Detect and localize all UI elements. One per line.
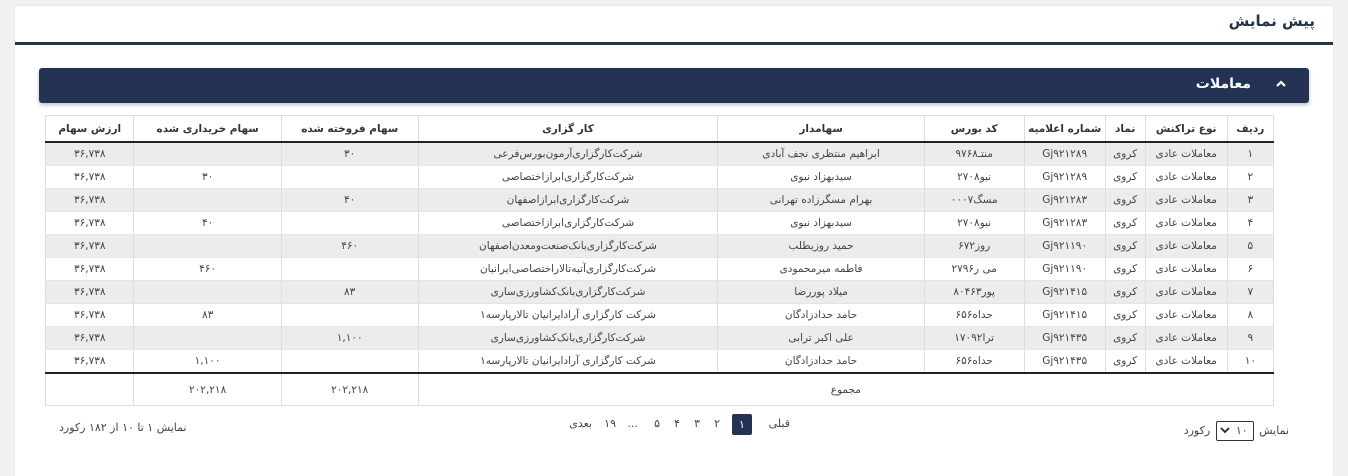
cell-share-value: ۳۶,۷۳۸ bbox=[46, 166, 134, 189]
cell-notice-number: Gj۹۲۱۲۸۳ bbox=[1024, 189, 1105, 212]
cell-row-number: ۴ bbox=[1227, 212, 1273, 235]
cell-shareholder: بهرام مسگرزاده تهرانی bbox=[718, 189, 924, 212]
cell-share-value: ۳۶,۷۳۸ bbox=[46, 350, 134, 374]
cell-shares-bought bbox=[134, 327, 281, 350]
pagination-previous[interactable]: قبلی bbox=[768, 417, 790, 430]
cell-share-value: ۳۶,۷۳۸ bbox=[46, 258, 134, 281]
cell-symbol: کروی bbox=[1105, 327, 1145, 350]
cell-transaction-type: معاملات عادی bbox=[1145, 327, 1227, 350]
cell-shareholder: سیدبهزاد نبوی bbox=[718, 212, 924, 235]
cell-transaction-type: معاملات عادی bbox=[1145, 189, 1227, 212]
cell-exchange-code: حداه۶۵۶ bbox=[924, 350, 1024, 374]
cell-shares-bought bbox=[134, 142, 281, 166]
page-button-active[interactable]: ۱ bbox=[732, 414, 752, 435]
column-header-shares-bought[interactable]: سهام خریداری شده bbox=[134, 116, 281, 143]
cell-brokerage: شرکت‌کارگزاری‌بانک‌صنعت‌ومعدن‌اصفهان bbox=[418, 235, 718, 258]
cell-brokerage: شرکت کارگزاری آرادایرانیان تالارپارسه۱ bbox=[418, 350, 718, 374]
column-header-symbol[interactable]: نماد bbox=[1105, 116, 1145, 143]
cell-symbol: کروی bbox=[1105, 166, 1145, 189]
cell-symbol: کروی bbox=[1105, 212, 1145, 235]
cell-row-number: ۱ bbox=[1227, 142, 1273, 166]
cell-shares-bought: ۸۳ bbox=[134, 304, 281, 327]
cell-brokerage: شرکت کارگزاری آرادایرانیان تالارپارسه۱ bbox=[418, 304, 718, 327]
cell-shares-sold: ۸۳ bbox=[281, 281, 418, 304]
cell-row-number: ۲ bbox=[1227, 166, 1273, 189]
cell-transaction-type: معاملات عادی bbox=[1145, 142, 1227, 166]
table-footer-row bbox=[46, 373, 1274, 406]
cell-transaction-type: معاملات عادی bbox=[1145, 212, 1227, 235]
cell-brokerage: شرکت‌کارگزاری‌ابراز‌اختصاصی bbox=[418, 212, 718, 235]
cell-notice-number: Gj۹۲۱۱۹۰ bbox=[1024, 235, 1105, 258]
pagination-ellipsis: ... bbox=[627, 417, 638, 430]
table-row[interactable] bbox=[46, 235, 1274, 258]
cell-symbol: کروی bbox=[1105, 350, 1145, 374]
table-row[interactable] bbox=[46, 212, 1274, 235]
cell-shareholder: حمید روزیطلب bbox=[718, 235, 924, 258]
cell-brokerage: شرکت‌کارگزاری‌بانک‌کشاورزی‌ساری bbox=[418, 281, 718, 304]
length-label-after: رکورد bbox=[1183, 424, 1211, 437]
transactions-section-header[interactable] bbox=[39, 68, 1309, 103]
transactions-table bbox=[45, 115, 1274, 406]
column-header-exchange-code[interactable]: کد بورس bbox=[924, 116, 1024, 143]
footer-label: مجموع bbox=[418, 373, 1273, 406]
cell-shares-bought: ۴۰ bbox=[134, 212, 281, 235]
card-header bbox=[15, 6, 1333, 45]
cell-shareholder: میلاد پوررضا bbox=[718, 281, 924, 304]
page-button[interactable]: ۴ bbox=[674, 417, 680, 430]
table-row[interactable] bbox=[46, 327, 1274, 350]
cell-row-number: ۸ bbox=[1227, 304, 1273, 327]
page-button[interactable]: ۲ bbox=[714, 417, 720, 430]
cell-notice-number: Gj۹۲۱۴۱۵ bbox=[1024, 281, 1105, 304]
cell-brokerage: شرکت‌کارگزاری‌ابراز‌اختصاصی bbox=[418, 166, 718, 189]
cell-exchange-code: روز۶۷۲ bbox=[924, 235, 1024, 258]
cell-notice-number: Gj۹۲۱۲۸۳ bbox=[1024, 212, 1105, 235]
cell-shares-bought: ۳۰ bbox=[134, 166, 281, 189]
cell-shareholder: سیدبهزاد نبوی bbox=[718, 166, 924, 189]
sold-total: ۲۰۲,۲۱۸ bbox=[281, 373, 418, 406]
chevron-up-icon[interactable] bbox=[1275, 78, 1287, 90]
cell-exchange-code: منتـ۹۷۶۸ bbox=[924, 142, 1024, 166]
table-header-row bbox=[46, 116, 1274, 143]
cell-exchange-code: می ر۲۷۹۶ bbox=[924, 258, 1024, 281]
page-length-value: ۱۰ bbox=[1235, 424, 1248, 437]
cell-brokerage: شرکت‌کارگزاری‌بانک‌کشاورزی‌ساری bbox=[418, 327, 718, 350]
cell-shares-bought bbox=[134, 281, 281, 304]
table-row[interactable] bbox=[46, 304, 1274, 327]
cell-symbol: کروی bbox=[1105, 189, 1145, 212]
cell-share-value: ۳۶,۷۳۸ bbox=[46, 235, 134, 258]
cell-symbol: کروی bbox=[1105, 235, 1145, 258]
page-button[interactable]: ۵ bbox=[654, 417, 660, 430]
cell-notice-number: Gj۹۲۱۲۸۹ bbox=[1024, 142, 1105, 166]
column-header-notice-number[interactable]: شماره اعلامیه bbox=[1024, 116, 1105, 143]
cell-share-value: ۳۶,۷۳۸ bbox=[46, 212, 134, 235]
cell-shareholder: علی اکبر ترابی bbox=[718, 327, 924, 350]
cell-shareholder: حامد حدادزادگان bbox=[718, 350, 924, 374]
cell-transaction-type: معاملات عادی bbox=[1145, 304, 1227, 327]
cell-brokerage: شرکت‌کارگزاری‌آرمون‌بورس‌فرعی bbox=[418, 142, 718, 166]
cell-shares-sold: ۴۰ bbox=[281, 189, 418, 212]
column-header-transaction-type[interactable]: نوع تراکنش bbox=[1145, 116, 1227, 143]
cell-shareholder: فاطمه میرمحمودی bbox=[718, 258, 924, 281]
cell-transaction-type: معاملات عادی bbox=[1145, 258, 1227, 281]
cell-exchange-code: حداه۶۵۶ bbox=[924, 304, 1024, 327]
cell-transaction-type: معاملات عادی bbox=[1145, 166, 1227, 189]
cell-shares-sold bbox=[281, 304, 418, 327]
column-header-share-value[interactable]: ارزش سهام bbox=[46, 116, 134, 143]
cell-exchange-code: نبو۲۷۰۸ bbox=[924, 212, 1024, 235]
cell-notice-number: Gj۹۲۱۴۳۵ bbox=[1024, 327, 1105, 350]
cell-shares-bought: ۱,۱۰۰ bbox=[134, 350, 281, 374]
column-header-row-number[interactable]: ردیف bbox=[1227, 116, 1273, 143]
cell-exchange-code: پور۸۰۴۶۳ bbox=[924, 281, 1024, 304]
cell-symbol: کروی bbox=[1105, 142, 1145, 166]
cell-notice-number: Gj۹۲۱۱۹۰ bbox=[1024, 258, 1105, 281]
cell-notice-number: Gj۹۲۱۴۱۵ bbox=[1024, 304, 1105, 327]
cell-transaction-type: معاملات عادی bbox=[1145, 281, 1227, 304]
length-label-before: نمایش bbox=[1259, 424, 1289, 437]
cell-shares-sold: ۳۰ bbox=[281, 142, 418, 166]
page-button[interactable]: ۳ bbox=[694, 417, 700, 430]
value-total bbox=[46, 373, 134, 406]
cell-row-number: ۹ bbox=[1227, 327, 1273, 350]
cell-shares-bought: ۴۶۰ bbox=[134, 258, 281, 281]
cell-shares-bought bbox=[134, 189, 281, 212]
cell-share-value: ۳۶,۷۳۸ bbox=[46, 327, 134, 350]
cell-notice-number: Gj۹۲۱۴۳۵ bbox=[1024, 350, 1105, 374]
column-header-shareholder[interactable]: سهامدار bbox=[718, 116, 924, 143]
cell-notice-number: Gj۹۲۱۲۸۹ bbox=[1024, 166, 1105, 189]
section-title: معاملات bbox=[1195, 76, 1251, 92]
cell-share-value: ۳۶,۷۳۸ bbox=[46, 304, 134, 327]
cell-share-value: ۳۶,۷۳۸ bbox=[46, 281, 134, 304]
cell-row-number: ۶ bbox=[1227, 258, 1273, 281]
page-title: پیش نمایش bbox=[1228, 12, 1315, 30]
cell-exchange-code: نبو۲۷۰۸ bbox=[924, 166, 1024, 189]
cell-exchange-code: مسگ۰۰۰۷ bbox=[924, 189, 1024, 212]
pagination-next[interactable]: بعدی bbox=[569, 417, 592, 430]
column-header-brokerage[interactable]: کار گزاری bbox=[418, 116, 718, 143]
page-button[interactable]: ۱۹ bbox=[604, 417, 616, 430]
bought-total: ۲۰۲,۲۱۸ bbox=[134, 373, 281, 406]
cell-row-number: ۱۰ bbox=[1227, 350, 1273, 374]
page-length-select[interactable] bbox=[1216, 421, 1254, 441]
table-info: نمایش ۱ تا ۱۰ از ۱۸۲ رکورد bbox=[59, 421, 187, 434]
cell-brokerage: شرکت‌کارگزاری‌ابراز‌اصفهان bbox=[418, 189, 718, 212]
table-row[interactable] bbox=[46, 142, 1274, 166]
cell-transaction-type: معاملات عادی bbox=[1145, 235, 1227, 258]
cell-brokerage: شرکت‌کارگزاری‌آتیه‌تالار‌اختصاصی‌ایرانیان bbox=[418, 258, 718, 281]
cell-share-value: ۳۶,۷۳۸ bbox=[46, 189, 134, 212]
cell-exchange-code: ترا۱۷۰۹۲ bbox=[924, 327, 1024, 350]
cell-shares-sold: ۴۶۰ bbox=[281, 235, 418, 258]
cell-shares-sold: ۱,۱۰۰ bbox=[281, 327, 418, 350]
cell-shareholder: حامد حدادزادگان bbox=[718, 304, 924, 327]
cell-shares-sold bbox=[281, 166, 418, 189]
cell-symbol: کروی bbox=[1105, 281, 1145, 304]
cell-shareholder: ابراهیم منتظری نجف آبادی bbox=[718, 142, 924, 166]
table-row[interactable] bbox=[46, 281, 1274, 304]
table-row[interactable] bbox=[46, 350, 1274, 374]
cell-row-number: ۷ bbox=[1227, 281, 1273, 304]
cell-shares-bought bbox=[134, 235, 281, 258]
cell-symbol: کروی bbox=[1105, 304, 1145, 327]
cell-row-number: ۵ bbox=[1227, 235, 1273, 258]
cell-symbol: کروی bbox=[1105, 258, 1145, 281]
cell-shares-sold bbox=[281, 350, 418, 374]
table-row[interactable] bbox=[46, 189, 1274, 212]
table-row[interactable] bbox=[46, 258, 1274, 281]
cell-transaction-type: معاملات عادی bbox=[1145, 350, 1227, 374]
pagination bbox=[550, 414, 790, 436]
page-length-control bbox=[1184, 421, 1289, 441]
cell-shares-sold bbox=[281, 212, 418, 235]
column-header-shares-sold[interactable]: سهام فروخته شده bbox=[281, 116, 418, 143]
cell-shares-sold bbox=[281, 258, 418, 281]
cell-share-value: ۳۶,۷۳۸ bbox=[46, 142, 134, 166]
table-row[interactable] bbox=[46, 166, 1274, 189]
cell-row-number: ۳ bbox=[1227, 189, 1273, 212]
chevron-down-icon bbox=[1220, 425, 1230, 435]
